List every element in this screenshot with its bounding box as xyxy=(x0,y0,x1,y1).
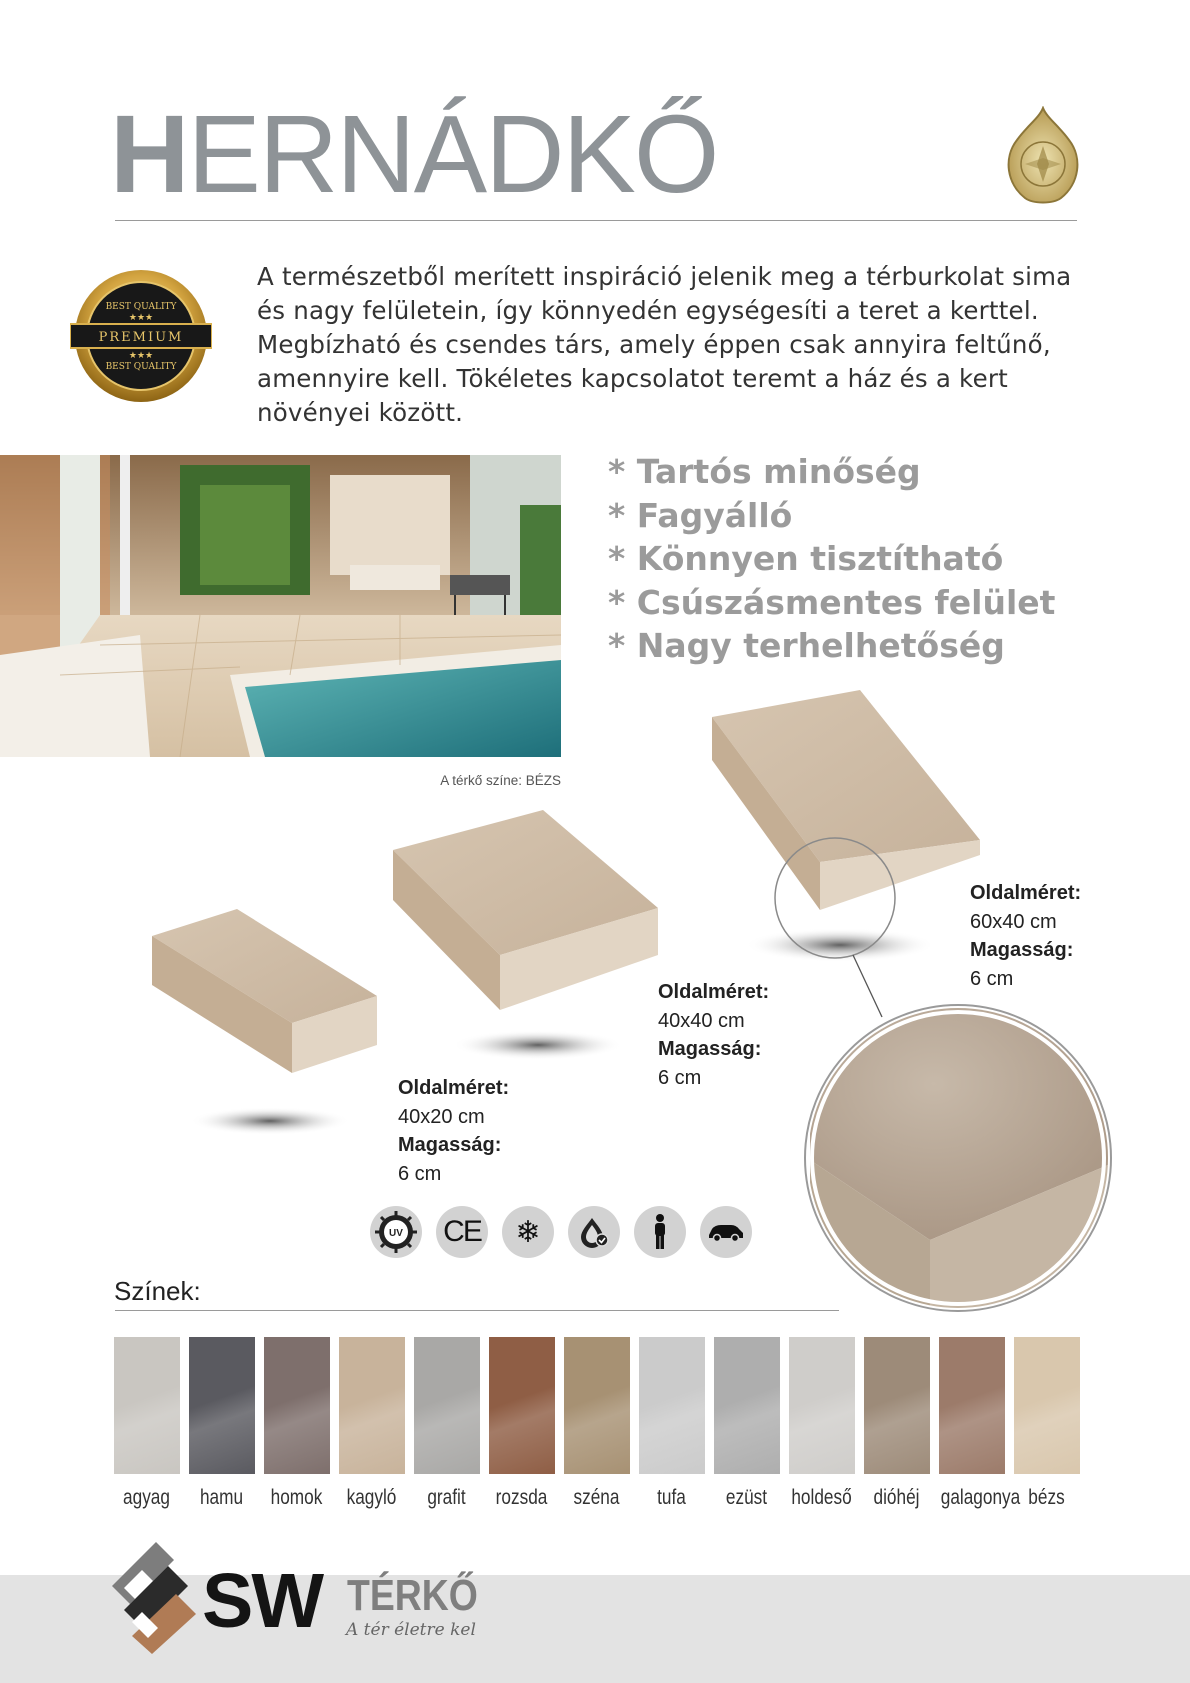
color-swatch-10 xyxy=(789,1337,855,1474)
color-swatches xyxy=(114,1337,1080,1474)
brand-terko: TÉRKŐ xyxy=(347,1571,478,1620)
car-icon xyxy=(700,1206,752,1258)
feature-item: * Nagy terhelhetőség xyxy=(608,626,1005,665)
intro-paragraph: A természetből merített inspiráció jelenik meg a térburkolat sima és nagy felületein, így könnyedén egységesíti a teret a kerttel. Megbízható és csendes társ, amely éppen csak annyira feltűnő, amennyire kell. Tökéletes kapcsolatot teremt a ház és a kert növényei között. xyxy=(257,262,1072,427)
color-swatch-label: grafit xyxy=(427,1486,466,1509)
feature-item: * Könnyen tisztítható xyxy=(608,539,1004,578)
svg-text:★★★: ★★★ xyxy=(128,351,154,361)
uv-icon xyxy=(370,1206,422,1258)
badge-top-text: BEST QUALITY xyxy=(105,302,177,312)
svg-text:UV: UV xyxy=(389,1228,403,1239)
product-spec-40x20 xyxy=(398,1074,509,1188)
size-value: 60x40 cm xyxy=(970,910,1057,933)
paver-40x20 xyxy=(152,909,377,1073)
color-swatch-1 xyxy=(114,1337,180,1474)
color-swatch-4 xyxy=(339,1337,405,1474)
color-swatch-6 xyxy=(489,1337,555,1474)
color-swatch-2 xyxy=(189,1337,255,1474)
colors-divider xyxy=(115,1310,839,1311)
paver-60x40 xyxy=(712,690,980,910)
size-label: Oldalméret: xyxy=(398,1077,510,1099)
color-swatch-label: dióhéj xyxy=(873,1486,920,1509)
size-label: Oldalméret: xyxy=(970,882,1082,904)
product-spec-40x40 xyxy=(658,978,769,1092)
premium-badge xyxy=(70,265,212,407)
colors-heading: Színek: xyxy=(114,1276,201,1306)
badge-bottom-text: BEST QUALITY xyxy=(105,362,177,372)
feature-item: * Fagyálló xyxy=(608,495,793,535)
color-swatch-5 xyxy=(414,1337,480,1474)
color-swatch-label: kagyló xyxy=(346,1486,397,1509)
snowflake-icon: ❄ xyxy=(502,1206,554,1258)
water-drop-icon xyxy=(568,1206,620,1258)
color-swatch-label: széna xyxy=(573,1486,620,1509)
brand-slogan: A tér életre kel xyxy=(346,1620,476,1640)
height-value: 6 cm xyxy=(658,1066,702,1089)
paver-40x40 xyxy=(393,810,658,1010)
color-swatch-labels xyxy=(109,1486,1084,1510)
page-title: HERNÁDKŐ xyxy=(110,93,718,216)
size-label: Oldalméret: xyxy=(658,981,770,1003)
height-label: Magasság: xyxy=(658,1038,762,1060)
color-swatch-label: holdeső xyxy=(791,1486,852,1509)
color-swatch-label: hamu xyxy=(199,1486,244,1509)
certification-icons xyxy=(370,1206,752,1258)
ce-icon: CE xyxy=(436,1206,488,1258)
title-divider xyxy=(115,220,1077,221)
color-swatch-11 xyxy=(864,1337,930,1474)
sw-terko-logo-icon xyxy=(112,1540,212,1655)
color-swatch-7 xyxy=(564,1337,630,1474)
feature-list xyxy=(608,450,1055,668)
product-spec-60x40 xyxy=(970,879,1081,993)
badge-middle-text: PREMIUM xyxy=(98,330,184,345)
height-value: 6 cm xyxy=(970,967,1014,990)
paver-shadow xyxy=(190,1107,350,1135)
brand-sw: SW xyxy=(202,1558,323,1644)
paver-shadow xyxy=(453,1030,623,1060)
size-value: 40x20 cm xyxy=(398,1105,485,1128)
color-swatch-label: tufa xyxy=(657,1486,686,1509)
color-swatch-label: bézs xyxy=(1028,1486,1065,1509)
paver-shadow xyxy=(745,928,935,962)
pedestrian-icon xyxy=(634,1206,686,1258)
color-swatch-label: agyag xyxy=(123,1486,170,1509)
color-swatch-13 xyxy=(1014,1337,1080,1474)
height-value: 6 cm xyxy=(398,1162,442,1185)
color-swatch-12 xyxy=(939,1337,1005,1474)
feature-item: * Tartós minőség xyxy=(608,452,921,491)
color-swatch-label: ezüst xyxy=(725,1486,768,1509)
texture-zoom xyxy=(800,1000,1120,1320)
color-swatch-label: homok xyxy=(270,1486,323,1509)
color-swatch-label: galagonya xyxy=(940,1486,1021,1509)
size-value: 40x40 cm xyxy=(658,1009,745,1032)
svg-text:★★★: ★★★ xyxy=(128,313,154,323)
quality-seal-icon xyxy=(1003,106,1083,208)
color-swatch-label: rozsda xyxy=(495,1486,548,1509)
color-swatch-3 xyxy=(264,1337,330,1474)
height-label: Magasság: xyxy=(398,1134,502,1156)
color-swatch-9 xyxy=(714,1337,780,1474)
height-label: Magasság: xyxy=(970,939,1074,961)
feature-item: * Csúszásmentes felület xyxy=(608,582,1056,622)
color-swatch-8 xyxy=(639,1337,705,1474)
photo-caption: A térkő színe: BÉZS xyxy=(440,773,561,788)
